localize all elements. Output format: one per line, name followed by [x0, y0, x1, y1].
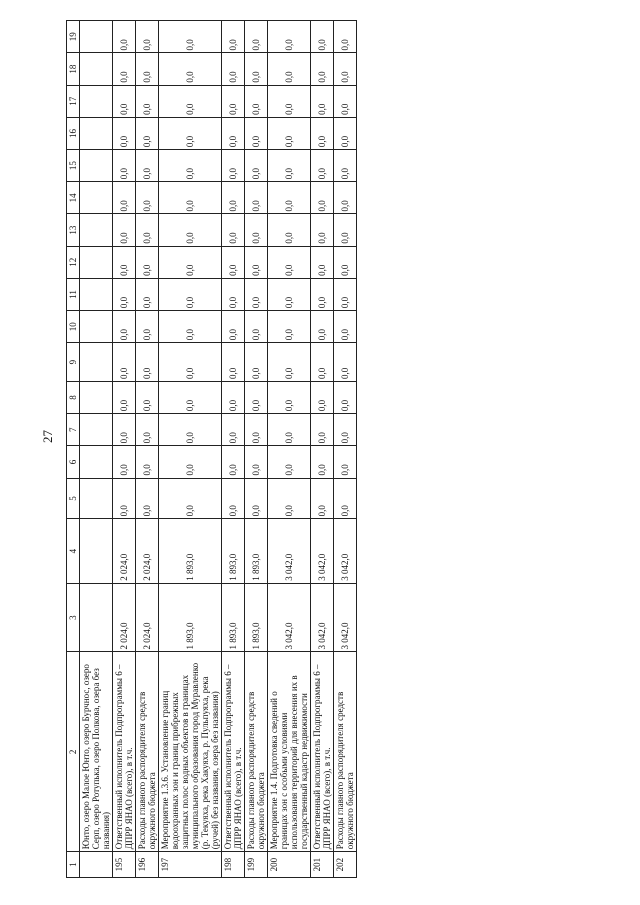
value-cell: 0,0: [245, 414, 268, 446]
value-cell: 0,0: [245, 246, 268, 278]
row-number: [80, 852, 113, 878]
column-header: 13: [67, 214, 80, 246]
value-cell: 0,0: [136, 343, 159, 382]
row-description: Расходы главного распорядителя средств окружного бюджета: [245, 652, 268, 852]
value-cell: 0,0: [113, 150, 136, 182]
value-cell: 0,0: [113, 53, 136, 85]
row-number: 196: [136, 852, 159, 878]
value-cell: [80, 278, 113, 310]
row-description: Ответственный исполнитель Подпрограммы 6 – ДПРР ЯНАО (всего), в т.ч.: [311, 652, 334, 852]
value-cell: 0,0: [136, 278, 159, 310]
value-cell: 3 042,0: [311, 519, 334, 583]
value-cell: 0,0: [268, 85, 311, 117]
row-number: 198: [222, 852, 245, 878]
column-header: 3: [67, 583, 80, 652]
column-header: 1: [67, 852, 80, 878]
value-cell: 0,0: [334, 246, 357, 278]
value-cell: 0,0: [245, 53, 268, 85]
value-cell: [80, 85, 113, 117]
value-cell: [80, 117, 113, 149]
value-cell: 0,0: [245, 278, 268, 310]
value-cell: 0,0: [159, 446, 222, 478]
value-cell: 0,0: [136, 85, 159, 117]
value-cell: 2 024,0: [113, 583, 136, 652]
value-cell: 2 024,0: [113, 519, 136, 583]
value-cell: 0,0: [159, 150, 222, 182]
value-cell: 0,0: [159, 182, 222, 214]
value-cell: 1 893,0: [159, 583, 222, 652]
value-cell: 3 042,0: [268, 519, 311, 583]
value-cell: 1 893,0: [222, 583, 245, 652]
value-cell: 0,0: [222, 414, 245, 446]
value-cell: 0,0: [159, 21, 222, 53]
column-header: 11: [67, 278, 80, 310]
row-description: Ответственный исполнитель Подпрограммы 6 – ДПРР ЯНАО (всего), в т.ч.: [113, 652, 136, 852]
row-description: Расходы главного распорядителя средств окружного бюджета: [136, 652, 159, 852]
value-cell: 0,0: [113, 21, 136, 53]
column-header: 9: [67, 343, 80, 382]
column-header: 8: [67, 381, 80, 413]
value-cell: 0,0: [222, 278, 245, 310]
value-cell: 0,0: [311, 278, 334, 310]
value-cell: 0,0: [311, 343, 334, 382]
value-cell: 0,0: [159, 478, 222, 519]
value-cell: 2 024,0: [136, 519, 159, 583]
value-cell: [80, 53, 113, 85]
value-cell: 0,0: [245, 446, 268, 478]
value-cell: 0,0: [159, 246, 222, 278]
row-description: Мероприятие 1.4. Подготовка сведений о границах зон с особыми условиями использования территорий для внесения их в государственный кадастр недвижимости: [268, 652, 311, 852]
table-row: [334, 21, 357, 878]
column-header: 4: [67, 519, 80, 583]
value-cell: [80, 343, 113, 382]
value-cell: 0,0: [334, 53, 357, 85]
value-cell: 0,0: [268, 311, 311, 343]
value-cell: 0,0: [311, 446, 334, 478]
value-cell: 0,0: [222, 214, 245, 246]
column-header: 19: [67, 21, 80, 53]
column-header: 5: [67, 478, 80, 519]
value-cell: 0,0: [136, 246, 159, 278]
value-cell: 0,0: [159, 343, 222, 382]
column-header: 12: [67, 246, 80, 278]
row-number: 197: [159, 852, 222, 878]
value-cell: 0,0: [245, 85, 268, 117]
value-cell: 0,0: [222, 150, 245, 182]
value-cell: 0,0: [334, 343, 357, 382]
value-cell: 0,0: [136, 311, 159, 343]
column-header: 2: [67, 652, 80, 852]
value-cell: 0,0: [113, 381, 136, 413]
value-cell: 0,0: [268, 214, 311, 246]
value-cell: 0,0: [136, 182, 159, 214]
value-cell: 0,0: [159, 414, 222, 446]
value-cell: 0,0: [113, 214, 136, 246]
row-number: 201: [311, 852, 334, 878]
row-number: 200: [268, 852, 311, 878]
value-cell: [80, 583, 113, 652]
value-cell: [80, 381, 113, 413]
value-cell: 0,0: [222, 246, 245, 278]
table-row: [245, 21, 268, 878]
value-cell: 0,0: [268, 343, 311, 382]
column-header: 14: [67, 182, 80, 214]
value-cell: 0,0: [334, 214, 357, 246]
value-cell: 0,0: [268, 414, 311, 446]
row-number: 195: [113, 852, 136, 878]
value-cell: 0,0: [268, 446, 311, 478]
value-cell: [80, 214, 113, 246]
value-cell: 0,0: [334, 414, 357, 446]
value-cell: 0,0: [136, 117, 159, 149]
value-cell: 0,0: [245, 343, 268, 382]
table-row: [136, 21, 159, 878]
value-cell: 0,0: [245, 117, 268, 149]
table-row: [268, 21, 311, 878]
value-cell: 0,0: [113, 182, 136, 214]
value-cell: 0,0: [113, 311, 136, 343]
column-header: 6: [67, 446, 80, 478]
value-cell: 0,0: [113, 478, 136, 519]
value-cell: 0,0: [113, 246, 136, 278]
value-cell: 3 042,0: [311, 583, 334, 652]
value-cell: 0,0: [245, 478, 268, 519]
value-cell: 0,0: [159, 53, 222, 85]
value-cell: 1 893,0: [159, 519, 222, 583]
table-row: [113, 21, 136, 878]
column-header: 7: [67, 414, 80, 446]
value-cell: 0,0: [159, 214, 222, 246]
value-cell: 0,0: [113, 446, 136, 478]
value-cell: 3 042,0: [334, 583, 357, 652]
value-cell: 0,0: [334, 117, 357, 149]
value-cell: 0,0: [113, 85, 136, 117]
value-cell: 0,0: [311, 85, 334, 117]
table-header: [67, 21, 80, 878]
value-cell: 0,0: [268, 278, 311, 310]
value-cell: 0,0: [136, 21, 159, 53]
value-cell: 2 024,0: [136, 583, 159, 652]
table-row: [222, 21, 245, 878]
value-cell: 0,0: [245, 381, 268, 413]
value-cell: 0,0: [222, 478, 245, 519]
value-cell: [80, 311, 113, 343]
page-number: 27: [40, 430, 55, 443]
value-cell: 0,0: [268, 117, 311, 149]
value-cell: 0,0: [268, 21, 311, 53]
value-cell: 0,0: [222, 343, 245, 382]
column-header: 18: [67, 53, 80, 85]
row-description: Мероприятие 1.3.6. Установление границ водоохранных зон и границ прибрежных защитных полос водных объектов в границах муниципального образования город Муравленко (р. Текуяха, река Хакуяха, р. Пульпуяха, река (ручей) без названия, озера без названия): [159, 652, 222, 852]
row-description: Ответственный исполнитель Подпрограммы 6 – ДПРР ЯНАО (всего), в т.ч.: [222, 652, 245, 852]
budget-table: [66, 20, 357, 878]
value-cell: [80, 478, 113, 519]
value-cell: 0,0: [159, 381, 222, 413]
value-cell: 0,0: [136, 478, 159, 519]
value-cell: 0,0: [222, 446, 245, 478]
value-cell: 1 893,0: [245, 583, 268, 652]
value-cell: 0,0: [245, 214, 268, 246]
row-number: 202: [334, 852, 357, 878]
value-cell: 0,0: [311, 150, 334, 182]
value-cell: 0,0: [311, 414, 334, 446]
value-cell: 0,0: [136, 446, 159, 478]
value-cell: 0,0: [136, 381, 159, 413]
table-row: [80, 21, 113, 878]
value-cell: 0,0: [222, 381, 245, 413]
value-cell: 0,0: [268, 182, 311, 214]
value-cell: [80, 21, 113, 53]
value-cell: 0,0: [334, 478, 357, 519]
value-cell: 0,0: [334, 311, 357, 343]
value-cell: 0,0: [245, 311, 268, 343]
value-cell: 0,0: [222, 311, 245, 343]
column-header: 10: [67, 311, 80, 343]
value-cell: 0,0: [334, 21, 357, 53]
value-cell: 0,0: [334, 85, 357, 117]
value-cell: 0,0: [136, 150, 159, 182]
table-body: [80, 21, 357, 878]
value-cell: [80, 519, 113, 583]
value-cell: 0,0: [113, 278, 136, 310]
value-cell: 0,0: [334, 381, 357, 413]
value-cell: 0,0: [159, 311, 222, 343]
value-cell: 3 042,0: [268, 583, 311, 652]
value-cell: 0,0: [334, 182, 357, 214]
value-cell: 0,0: [113, 343, 136, 382]
value-cell: 0,0: [268, 478, 311, 519]
value-cell: [80, 246, 113, 278]
value-cell: 0,0: [113, 414, 136, 446]
row-description: Юнто, озеро Малое Юнто, озеро Бурчнос, озеро Серп, озеро Ротупька, озеро Полкова, озера без названия): [80, 652, 113, 852]
value-cell: 0,0: [311, 21, 334, 53]
value-cell: 3 042,0: [334, 519, 357, 583]
value-cell: 0,0: [334, 278, 357, 310]
column-header: 16: [67, 117, 80, 149]
value-cell: 0,0: [245, 182, 268, 214]
value-cell: 0,0: [311, 214, 334, 246]
value-cell: 0,0: [311, 381, 334, 413]
value-cell: 0,0: [311, 311, 334, 343]
value-cell: 0,0: [136, 214, 159, 246]
value-cell: 0,0: [245, 21, 268, 53]
column-header: 15: [67, 150, 80, 182]
value-cell: 0,0: [311, 117, 334, 149]
value-cell: 0,0: [334, 446, 357, 478]
value-cell: [80, 150, 113, 182]
value-cell: 0,0: [222, 182, 245, 214]
value-cell: [80, 414, 113, 446]
column-header: 17: [67, 85, 80, 117]
value-cell: 0,0: [268, 246, 311, 278]
value-cell: 0,0: [268, 381, 311, 413]
value-cell: 0,0: [311, 478, 334, 519]
value-cell: 0,0: [222, 85, 245, 117]
value-cell: 0,0: [268, 53, 311, 85]
table-row: [159, 21, 222, 878]
value-cell: 0,0: [159, 85, 222, 117]
value-cell: 0,0: [245, 150, 268, 182]
table-row: [311, 21, 334, 878]
row-description: Расходы главного распорядителя средств окружного бюджета: [334, 652, 357, 852]
value-cell: [80, 446, 113, 478]
value-cell: 0,0: [113, 117, 136, 149]
value-cell: 0,0: [136, 53, 159, 85]
header-row: [67, 21, 80, 878]
value-cell: 0,0: [311, 53, 334, 85]
value-cell: 0,0: [136, 414, 159, 446]
value-cell: 1 893,0: [222, 519, 245, 583]
value-cell: 0,0: [311, 246, 334, 278]
value-cell: 0,0: [222, 21, 245, 53]
value-cell: 0,0: [159, 117, 222, 149]
value-cell: 0,0: [311, 182, 334, 214]
value-cell: 0,0: [222, 53, 245, 85]
value-cell: [80, 182, 113, 214]
value-cell: 0,0: [334, 150, 357, 182]
value-cell: 0,0: [222, 117, 245, 149]
value-cell: 0,0: [268, 150, 311, 182]
value-cell: 1 893,0: [245, 519, 268, 583]
row-number: 199: [245, 852, 268, 878]
rotated-table-wrapper: [66, 20, 586, 878]
value-cell: 0,0: [159, 278, 222, 310]
